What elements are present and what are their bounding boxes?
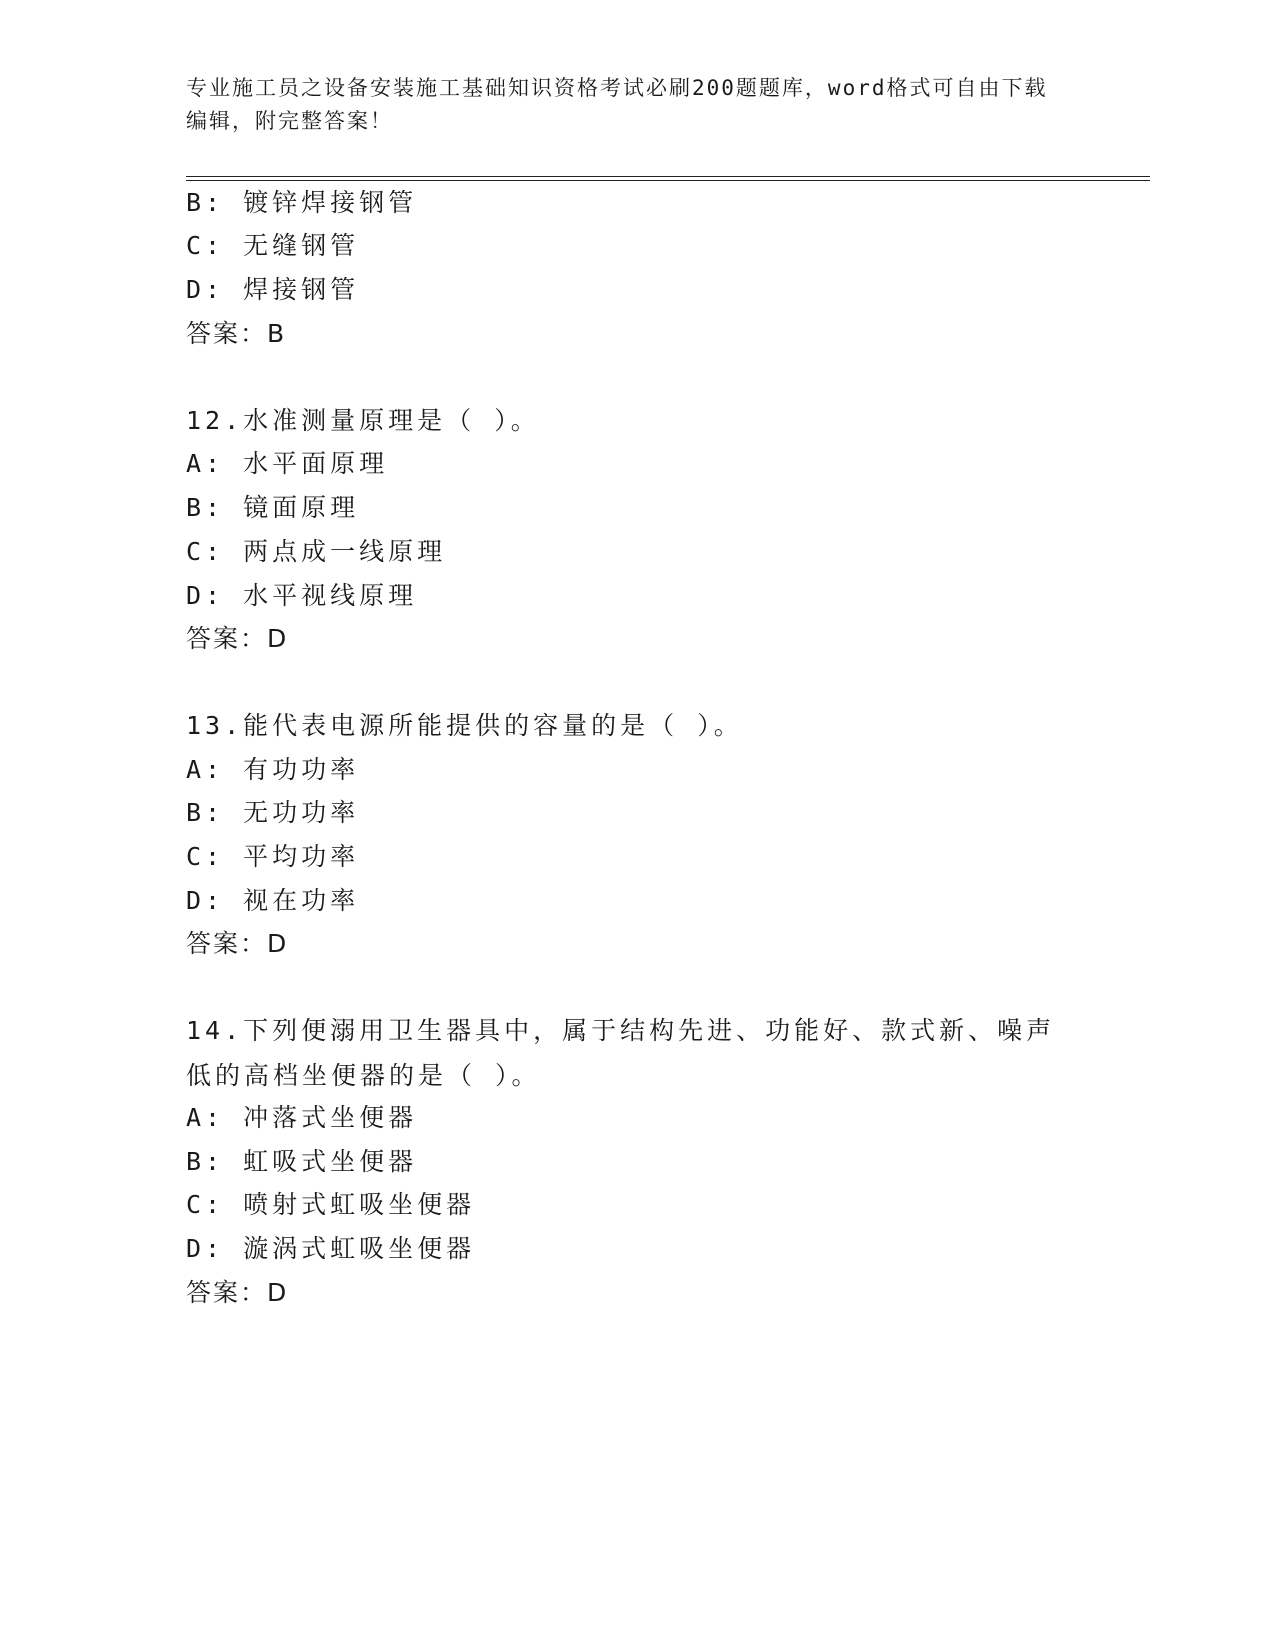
document-header: 专业施工员之设备安装施工基础知识资格考试必刷200题题库，word格式可自由下载编辑，附完整答案！ [186,76,1048,133]
q12-option-b: B: 镜面原理 [186,493,360,522]
q13-option-a: A: 有功功率 [186,755,360,784]
q13-question: 13.能代表电源所能提供的容量的是（ ）。 [186,711,743,740]
q13-option-b: B: 无功功率 [186,798,360,827]
header-divider-double [186,180,1150,181]
q14-option-d: D: 漩涡式虹吸坐便器 [186,1234,476,1263]
q12-question: 12.水准测量原理是（ ）。 [186,406,540,435]
q14-option-a: A: 冲落式坐便器 [186,1103,418,1132]
q14-answer: 答案：D [186,1278,289,1307]
q12-option-d: D: 水平视线原理 [186,581,418,610]
q11-option-b: B: 镀锌焊接钢管 [186,188,418,217]
q12-answer: 答案：D [186,624,289,653]
header-divider [186,176,1150,177]
q11-answer: 答案：B [186,319,287,348]
q13-option-c: C: 平均功率 [186,842,360,871]
q13-answer: 答案：D [186,929,289,958]
q12-option-c: C: 两点成一线原理 [186,537,447,566]
q11-option-d: D: 焊接钢管 [186,275,360,304]
q14-question: 14.下列便溺用卫生器具中，属于结构先进、功能好、款式新、噪声低的高档坐便器的是（ ）。 [186,1016,1056,1090]
q11-option-c: C: 无缝钢管 [186,231,360,260]
q12-option-a: A: 水平面原理 [186,449,389,478]
q13-option-d: D: 视在功率 [186,886,360,915]
q14-option-c: C: 喷射式虹吸坐便器 [186,1190,476,1219]
q14-option-b: B: 虹吸式坐便器 [186,1147,418,1176]
